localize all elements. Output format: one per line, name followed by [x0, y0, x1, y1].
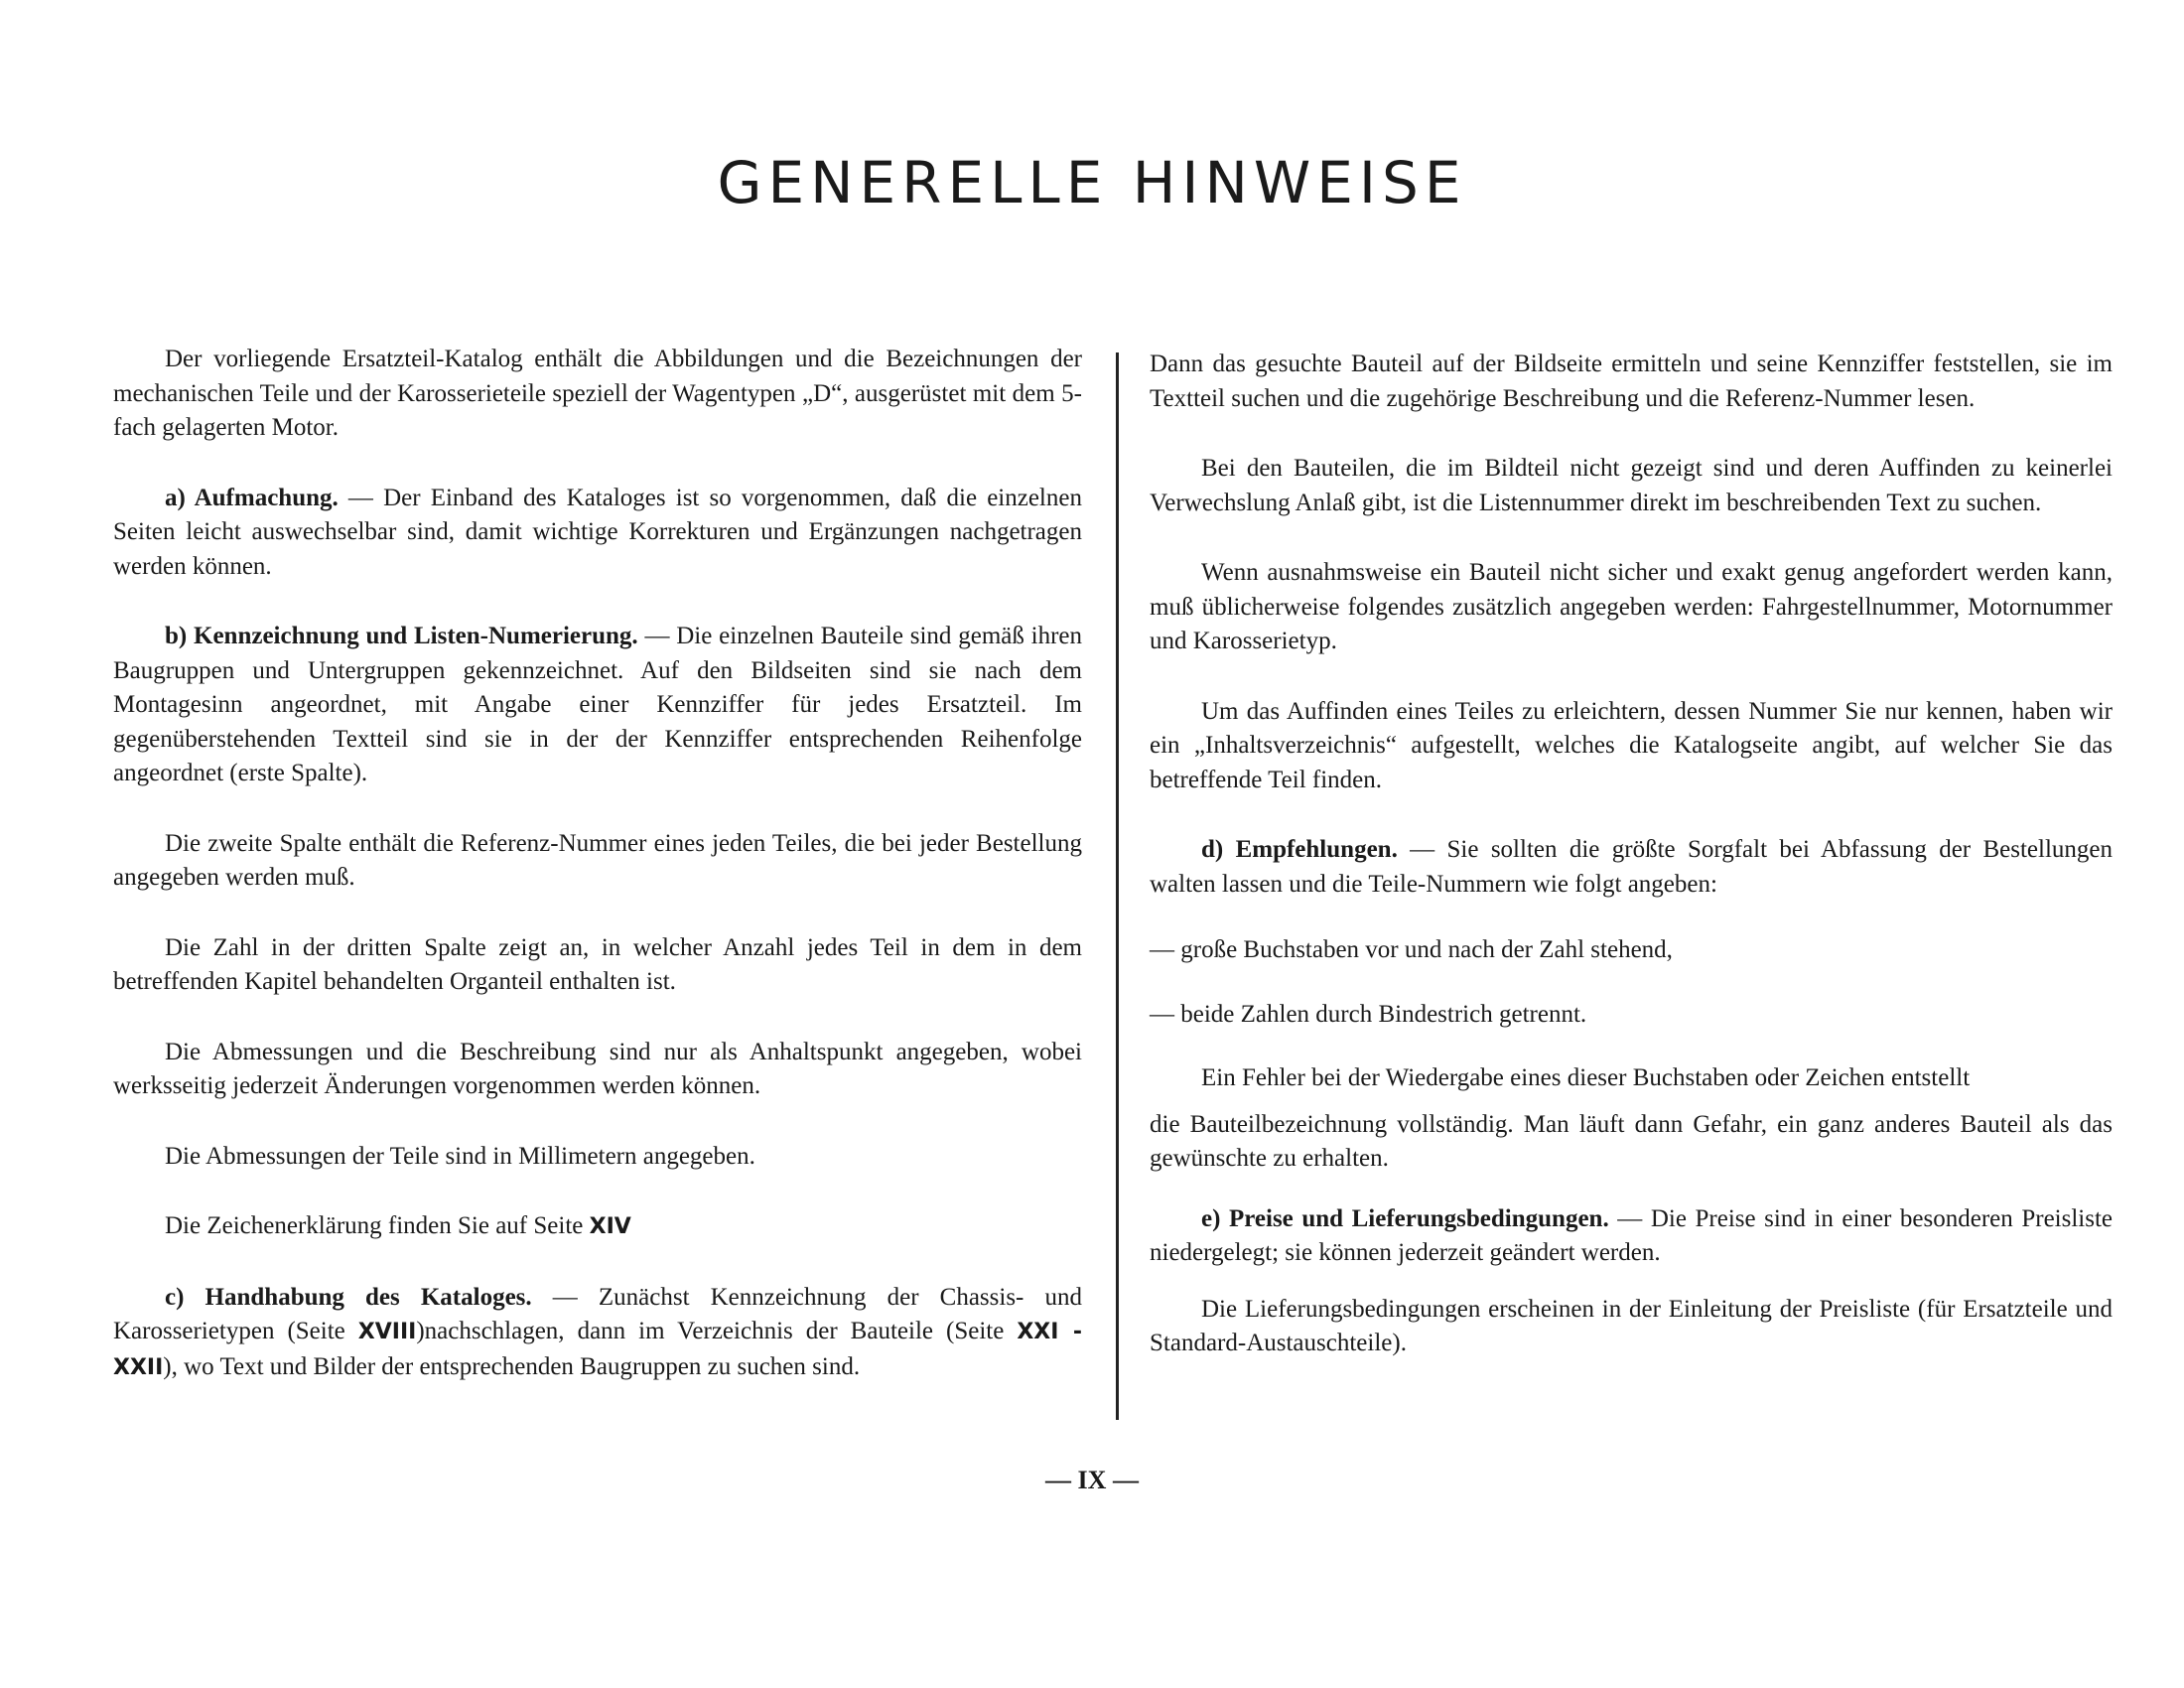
error-paragraph: die Bauteilbezeichnung vollständig. Man läuft dann Gefahr, ein ganz anderes Bauteil als das gewünschte zu erhalten.: [1150, 1110, 2113, 1172]
lookup-paragraph: Dann das gesuchte Bauteil auf der Bildseite ermitteln und seine Kennziffer feststellen, sie im Textteil suchen und die zugehörige Beschreibung und die Referenz-Nummer lesen.: [1150, 351, 2113, 412]
section-b-heading: b) Kennzeichnung und Listen-Numerierung.: [165, 623, 638, 649]
error-line-1: Ein Fehler bei der Wiedergabe eines dieser Buchstaben oder Zeichen entstellt: [1201, 1064, 1971, 1091]
page-number: — IX —: [1045, 1466, 1139, 1494]
section-b-text: — Die einzelnen Bauteile sind gemäß ihren Baugruppen und Untergruppen gekennzeichnet. Auf den Bildseiten sind sie nach dem Montagesinn angeordnet, mit Angabe einer Kennziffer für jedes Ersatzteil. Im gegenüberstehenden Textteil sind sie in der der Kennziffer entsprechenden Reihenfolge angeordnet (erste Spalte).: [113, 623, 1083, 786]
index-paragraph: Um das Auffinden eines Teiles zu erleichtern, dessen Nummer Sie nur kennen, haben wir ein „Inhaltsverzeichnis“ aufgestellt, welches die Katalogseite angibt, auf welcher Sie das betreffende Teil finden.: [1150, 697, 2113, 793]
section-e-text: — Die Preise sind in einer besonderen Preisliste niedergelegt; sie können jederzeit geändert werden.: [1150, 1204, 2113, 1266]
not-shown-parts-paragraph: Bei den Bauteilen, die im Bildteil nicht gezeigt sind und deren Auffinden zu keinerlei Verwechslung Anlaß gibt, ist die Listennummer direkt im beschreibenden Text zu suchen.: [1150, 455, 2113, 516]
section-a-paragraph: [113, 482, 1082, 585]
dimensions-paragraph: Die Abmessungen und die Beschreibung sind nur als Anhaltspunkt angegeben, wobei werksseitig jederzeit Änderungen vorgenommen werden können.: [113, 1038, 1082, 1099]
section-d-text: — Sie sollten die größte Sorgfalt bei Abfassung der Bestellungen walten lassen und die Teile-Nummern wie folgt angeben:: [1150, 836, 2114, 898]
section-d-paragraph: [1150, 833, 2113, 902]
section-e-heading: e) Preise und Lieferungsbedingungen.: [1201, 1204, 1609, 1232]
intro-paragraph: Der vorliegende Ersatzteil-Katalog enthält die Abbildungen und die Bezeichnungen der mechanischen Teile und der Karosserieteile speziell der Wagentypen „D“, ausgerüstet mit dem 5-fach gelagerten Motor.: [113, 346, 1082, 441]
millimeter-paragraph: Die Abmessungen der Teile sind in Millimetern angegeben.: [165, 1142, 755, 1170]
delivery-paragraph: Die Lieferungsbedingungen erscheinen in der Einleitung der Preisliste (für Ersatzteile und Standard-Austauschteile).: [1150, 1295, 2113, 1356]
left-column: [113, 343, 1082, 1385]
exception-paragraph: Wenn ausnahmsweise ein Bauteil nicht sicher und exakt genug angefordert werden kann, muß üblicherweise folgendes zusätzlich angegeben werden: Fahrgestellnummer, Motornummer und Karosserietyp.: [1150, 559, 2113, 654]
right-column: [1150, 348, 2113, 1361]
dash-item-2: — beide Zahlen durch Bindestrich getrennt.: [1150, 1000, 1587, 1028]
section-b-paragraph: [113, 620, 1082, 791]
legend-paragraph: [113, 1209, 1082, 1245]
section-c-heading: c) Handhabung des Kataloges.: [165, 1283, 532, 1311]
section-c-text-2: )nachschlagen, dann im Verzeichnis der Bauteile (Seite: [416, 1318, 1018, 1344]
section-e-paragraph: [1150, 1202, 2113, 1271]
section-d-heading: d) Empfehlungen.: [1201, 836, 1398, 863]
dash-item-1: — große Buchstaben vor und nach der Zahl stehend,: [1150, 936, 1673, 963]
page-title: GENERELLE HINWEISE: [717, 149, 1467, 216]
section-c-page-ref-2: XXI - XXII: [113, 1320, 1082, 1380]
legend-text: Die Zeichenerklärung finden Sie auf Seite: [165, 1212, 590, 1239]
legend-page-ref: XIV: [589, 1214, 631, 1239]
section-a-heading: a) Aufmachung.: [165, 484, 339, 511]
section-c-text-1: — Zunächst Kennzeichnung der Chassis- und Karosserietypen (Seite: [113, 1283, 1082, 1344]
section-c-text-3: ), wo Text und Bilder der entsprechenden Baugruppen zu suchen sind.: [163, 1352, 861, 1380]
section-a-text: — Der Einband des Kataloges ist so vorgenommen, daß die einzelnen Seiten leicht auswechselbar sind, damit wichtige Korrekturen und Ergänzungen nachgetragen werden können.: [113, 484, 1082, 580]
section-c-paragraph: [113, 1281, 1082, 1386]
section-c-page-ref-1: XVIII: [357, 1320, 417, 1344]
third-column-paragraph: Die Zahl in der dritten Spalte zeigt an, in welcher Anzahl jedes Teil in dem in dem betreffenden Kapitel behandelten Organteil enthalten ist.: [113, 933, 1082, 995]
second-column-paragraph: Die zweite Spalte enthält die Referenz-Nummer eines jeden Teiles, die bei jeder Bestellung angegeben werden muß.: [113, 829, 1082, 891]
column-divider: [1116, 352, 1119, 1420]
